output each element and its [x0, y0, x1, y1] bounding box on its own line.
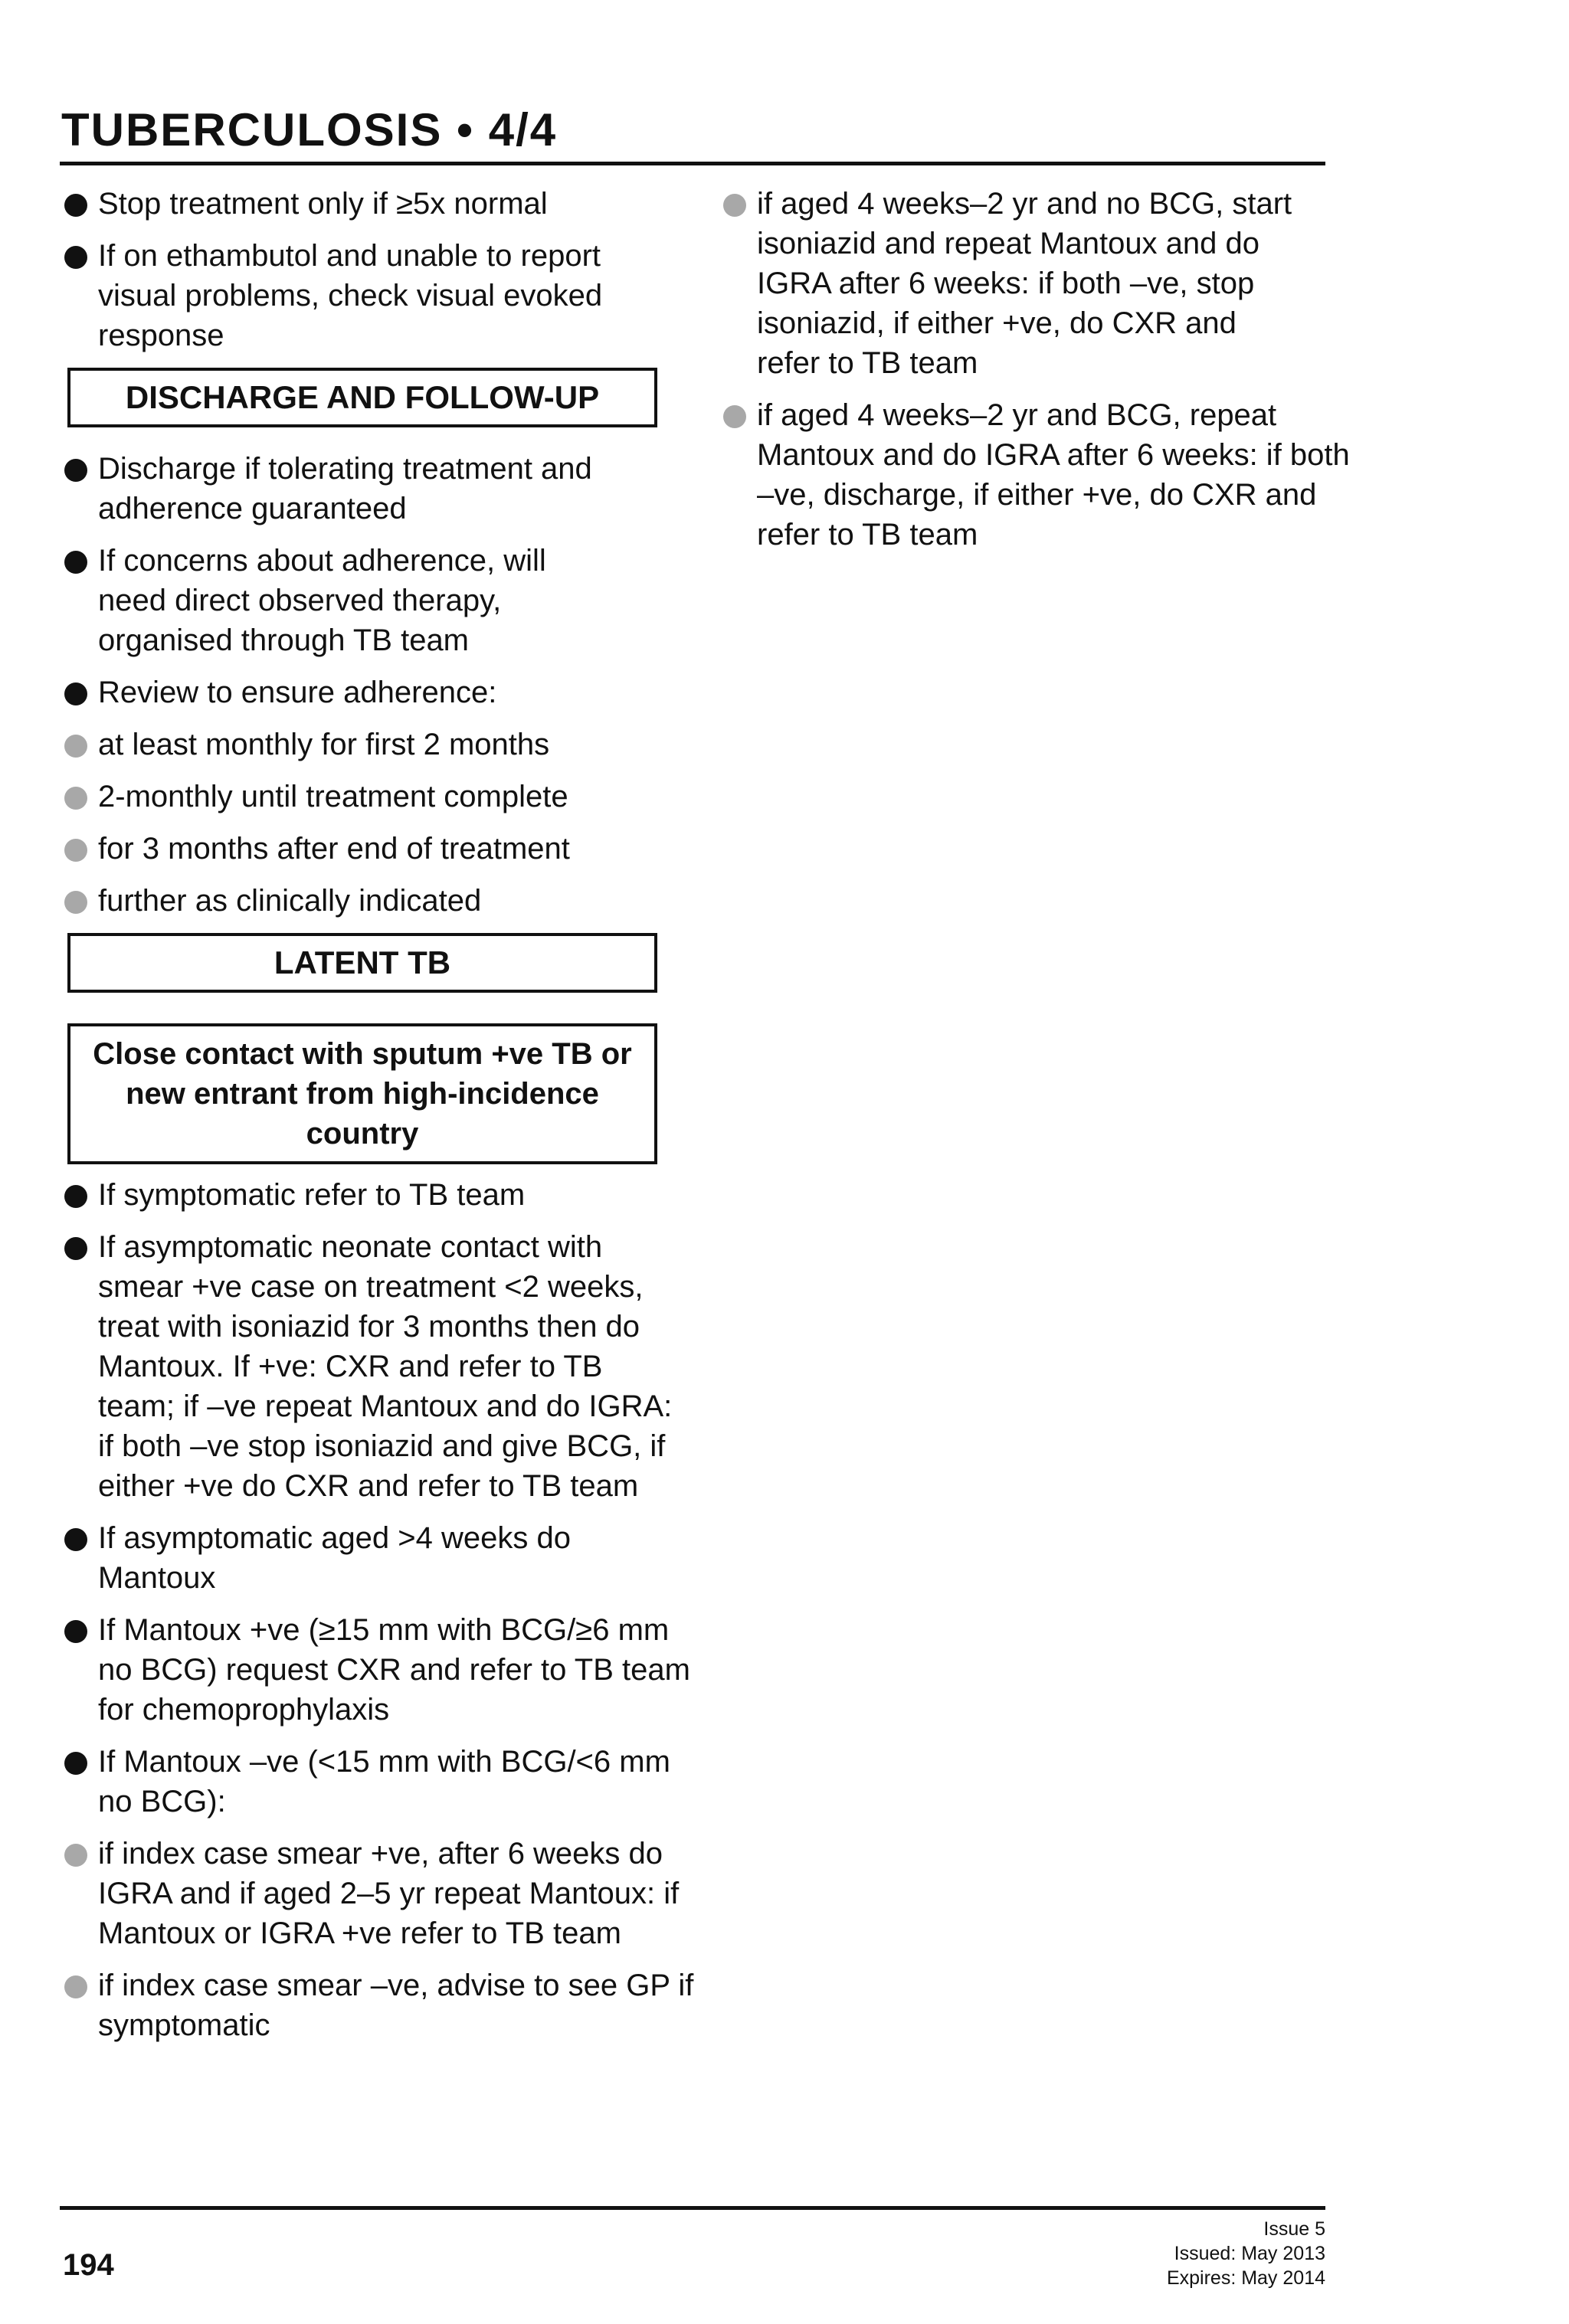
list-item-text: if index case smear –ve, advise to see GP if symptomatic — [98, 1969, 694, 2042]
bullet-icon — [64, 1752, 87, 1775]
sub-list-item — [63, 829, 676, 869]
sub-list-item — [63, 725, 676, 764]
list-item — [63, 541, 604, 660]
bullet-icon — [64, 1975, 87, 1998]
issued-date: Issued: May 2013 — [1174, 2243, 1325, 2264]
list-item-text: If symptomatic refer to TB team — [98, 1178, 526, 1212]
list-item — [63, 1175, 676, 1215]
list-item-text: further as clinically indicated — [98, 884, 482, 918]
list-item-text: if aged 4 weeks–2 yr and no BCG, start isoniazid and repeat Mantoux and do IGRA after 6 weeks: if both –ve, stop isoniazid, if either +ve, do CXR and refer to TB team — [757, 187, 1292, 380]
list-item — [63, 1742, 696, 1822]
list-item-text: If asymptomatic neonate contact with smear +ve case on treatment <2 weeks, treat with isoniazid for 3 months then do Mantoux. If +ve: CXR and refer to TB team; if –ve repeat Mantoux and do IGRA: if both –ve stop isoniazid and give BCG, if either +ve do CXR and refer to TB team — [98, 1230, 673, 1503]
list-item-text: Review to ensure adherence: — [98, 676, 497, 709]
sub-list-item — [63, 1834, 703, 1953]
bullet-icon — [64, 735, 87, 758]
list-item-text: If on ethambutol and unable to report visual problems, check visual evoked response — [98, 239, 603, 352]
bullet-icon — [64, 1844, 87, 1867]
bullet-icon — [64, 682, 87, 705]
list-item-text: If concerns about adherence, will need direct observed therapy, organised through TB team — [98, 544, 546, 657]
list-item — [63, 184, 676, 224]
left-column — [63, 184, 694, 2057]
list-item-text: Discharge if tolerating treatment and adherence guaranteed — [98, 452, 592, 525]
bullet-icon — [64, 459, 87, 482]
list-item-text: for 3 months after end of treatment — [98, 832, 570, 866]
list-item-text: if aged 4 weeks–2 yr and BCG, repeat Mantoux and do IGRA after 6 weeks: if both –ve, discharge, if either +ve, do CXR and refer to TB team — [757, 398, 1350, 552]
list-item — [63, 673, 676, 712]
sub-list-item — [722, 184, 1301, 383]
page-number: 194 — [63, 2248, 114, 2282]
bullet-icon — [723, 405, 746, 428]
list-item-text: Stop treatment only if ≥5x normal — [98, 187, 548, 221]
bullet-icon — [723, 194, 746, 217]
sub-list-item — [63, 777, 676, 817]
list-item-text: If asymptomatic aged >4 weeks do Mantoux — [98, 1521, 571, 1595]
sub-list-item — [722, 395, 1362, 555]
list-item-text: if index case smear +ve, after 6 weeks do IGRA and if aged 2–5 yr repeat Mantoux: if Mantoux or IGRA +ve refer to TB team — [98, 1837, 680, 1950]
list-item — [63, 1518, 665, 1598]
bullet-icon — [64, 194, 87, 217]
section-heading-latent: LATENT TB — [67, 933, 657, 993]
list-item-text: If Mantoux –ve (<15 mm with BCG/<6 mm no BCG): — [98, 1745, 670, 1818]
list-item — [63, 1227, 680, 1506]
bullet-icon — [64, 551, 87, 574]
page-title: TUBERCULOSIS • 4/4 — [61, 104, 558, 155]
bullet-icon — [64, 1185, 87, 1208]
list-item — [63, 1610, 696, 1730]
bullet-icon — [64, 839, 87, 862]
title-divider — [60, 162, 1325, 165]
footer-divider — [60, 2206, 1325, 2210]
list-item-text: 2-monthly until treatment complete — [98, 780, 568, 813]
section-subheading-close-contact: Close contact with sputum +ve TB or new entrant from high-incidence country — [67, 1023, 657, 1164]
section-heading-discharge: DISCHARGE AND FOLLOW-UP — [67, 368, 657, 427]
issue-info — [1167, 2217, 1325, 2290]
list-item — [63, 236, 680, 355]
expiry-date: Expires: May 2014 — [1166, 2267, 1325, 2289]
sub-list-item — [63, 881, 676, 921]
list-item-text: If Mantoux +ve (≥15 mm with BCG/≥6 mm no BCG) request CXR and refer to TB team for chemoprophylaxis — [98, 1613, 690, 1727]
issue-label: Issue 5 — [1263, 2218, 1325, 2240]
list-item — [63, 449, 665, 529]
bullet-icon — [64, 891, 87, 914]
bullet-icon — [64, 1620, 87, 1643]
bullet-icon — [64, 787, 87, 810]
bullet-icon — [64, 1237, 87, 1260]
right-column — [722, 184, 1350, 567]
list-item-text: at least monthly for first 2 months — [98, 728, 550, 761]
bullet-icon — [64, 1528, 87, 1551]
bullet-icon — [64, 246, 87, 269]
sub-list-item — [63, 1966, 703, 2045]
